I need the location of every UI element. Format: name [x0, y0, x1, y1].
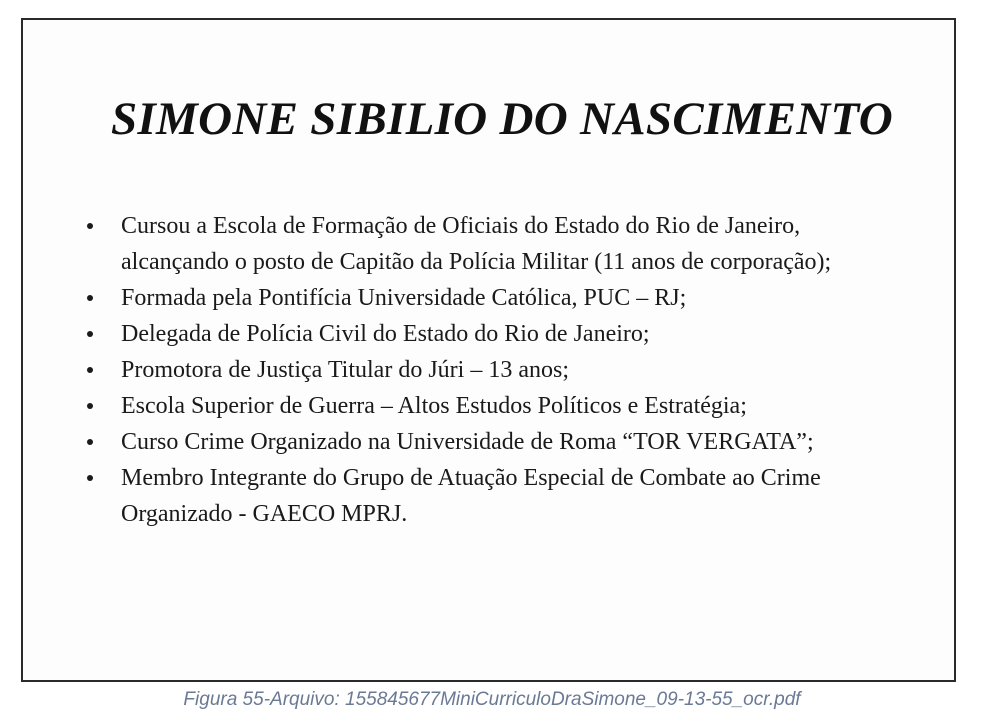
list-item-text: Formada pela Pontifícia Universidade Católica, PUC – RJ; — [121, 285, 687, 311]
list-item — [83, 460, 893, 532]
bullet-icon — [87, 439, 93, 445]
bullet-icon — [87, 403, 93, 409]
bullet-icon — [87, 223, 93, 229]
document-frame — [21, 18, 956, 682]
list-item — [83, 388, 893, 424]
list-item — [83, 208, 893, 280]
list-item — [83, 352, 893, 388]
list-item — [83, 280, 893, 316]
bullet-list — [83, 208, 893, 532]
list-item-text: Escola Superior de Guerra – Altos Estudos Políticos e Estratégia; — [121, 393, 747, 419]
bullet-icon — [87, 331, 93, 337]
list-item — [83, 424, 893, 460]
figure-caption: Figura 55-Arquivo: 155845677MiniCurriculoDraSimone_09-13-55_ocr.pdf — [183, 689, 801, 710]
person-name: SIMONE SIBILIO DO NASCIMENTO — [111, 93, 893, 145]
list-item-text: Membro Integrante do Grupo de Atuação Especial de Combate ao Crime Organizado - GAECO MPRJ. — [121, 465, 821, 527]
list-item — [83, 316, 893, 352]
bullet-icon — [87, 475, 93, 481]
list-item-text: Curso Crime Organizado na Universidade de Roma “TOR VERGATA”; — [121, 429, 814, 455]
bullet-icon — [87, 295, 93, 301]
list-item-text: Delegada de Polícia Civil do Estado do Rio de Janeiro; — [121, 321, 650, 347]
list-item-text: Cursou a Escola de Formação de Oficiais do Estado do Rio de Janeiro, alcançando o posto de Capitão da Polícia Militar (11 anos de corporação); — [121, 213, 832, 275]
bullet-icon — [87, 367, 93, 373]
list-item-text: Promotora de Justiça Titular do Júri – 13 anos; — [121, 357, 569, 383]
